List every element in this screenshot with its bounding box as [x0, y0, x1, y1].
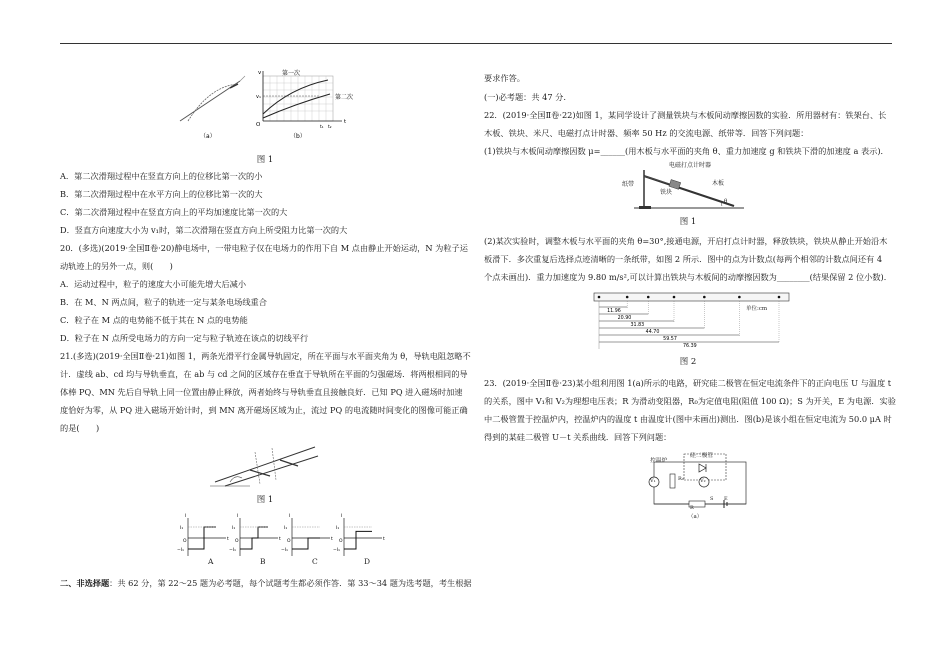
- section-2-intro: [60, 578, 472, 590]
- diode-label: 硅二极管: [690, 453, 714, 459]
- figure-a-slope: [180, 76, 245, 121]
- tape-measure-label: 20.90: [617, 316, 632, 321]
- axis-t-label: t: [344, 119, 347, 125]
- furnace-label: 控温炉: [650, 458, 668, 464]
- r-label: R: [690, 505, 694, 511]
- second-curve-label: 第二次: [335, 94, 354, 101]
- tape-strip: [594, 293, 789, 301]
- tape-figure-caption: 图 2: [679, 357, 697, 367]
- incline-figure-caption: 图 1: [679, 217, 697, 227]
- q22-part2-line1: (2)某次实验时，调整木板与水平面的夹角 θ=30°,接通电源，开启打点计时器，释放铁块，铁块从静止开始沿木: [484, 236, 888, 246]
- section-2-title: 二、非选择题: [60, 578, 110, 588]
- figure-1-caption: 图 1: [256, 155, 274, 165]
- s-label: S: [710, 496, 714, 502]
- figure-b-grid: [263, 71, 342, 121]
- q21-line2: 计．虚线 ab、cd 均与导轨垂直，在 ab 与 cd 之间的区域存在垂直于导轨所在平面的匀强磁场．将两根相同的导: [60, 369, 468, 379]
- tape-measure-label: 31.83: [630, 323, 645, 328]
- graph-i-label: I: [341, 514, 343, 519]
- tape-dot: [598, 296, 601, 299]
- graph-label-a: A: [208, 557, 214, 566]
- tape-measure-label: 59.57: [663, 337, 677, 342]
- q22-line2: 木板、铁块、米尺、电磁打点计时器、频率 50 Hz 的交流电源、纸带等．回答下列问题：: [484, 128, 809, 138]
- section-2-text: ：共 62 分，第 22～25 题为必考题，每个试题考生都必须作答．第 33～34 题为选考题，考生根据: [109, 578, 472, 588]
- tape-dot: [738, 296, 741, 299]
- graph-i-label: I: [289, 514, 291, 519]
- circuit-a-label: （a）: [688, 514, 703, 520]
- q23-line3: 中二极管置于控温炉内，控温炉内的温度 t 由温度计(图中未画出)测出．图(b)是该小组在恒定电流为 50.0 μA 时: [484, 414, 892, 424]
- tape-dot: [626, 296, 629, 299]
- q20-option-c: C．粒子在 M 点的电势能不低于其在 N 点的电势能: [60, 315, 248, 325]
- figure-a-label: （a）: [200, 133, 216, 140]
- q20-stem-line1: 20．(多选)(2019·全国Ⅱ卷·20)静电场中，一带电粒子仅在电场力的作用下自 M 点由静止开始运动，N 为粒子运: [60, 243, 468, 253]
- rails-figure: [210, 442, 320, 487]
- theta-label: θ: [724, 199, 728, 205]
- q21-line3: 体棒 PQ、MN 先后自导轨上同一位置由静止释放，两者始终与导轨垂直且接触良好．已知 PQ 进入磁场时加速: [60, 387, 463, 397]
- header-rule: [60, 43, 892, 44]
- q22-line1: 22．(2019·全国Ⅱ卷·22)如图 1，某同学设计了测量铁块与木板间动摩擦因数的实验．所用器材有：铁架台、长: [484, 110, 887, 120]
- r0-label: R₀: [678, 476, 684, 482]
- q23-line2: 的关系，图中 V₁和 V₂为理想电压表；R 为滑动变阻器，R₀为定值电阻(阻值 100 Ω)；S 为开关，E 为电源．实验: [484, 396, 896, 406]
- graph-i-label: I: [237, 514, 239, 519]
- timer-label: 电磁打点计时器: [669, 162, 712, 169]
- tape-measure-label: 76.39: [683, 344, 697, 349]
- graph-current-curve: [344, 531, 372, 549]
- first-curve-label: 第一次: [282, 70, 301, 77]
- q22-part2-line3: 个点未画出)．重力加速度为 9.80 m/s²,可以计算出铁块与木板间的动摩擦因数为________(结果保留 2 位小数)．: [484, 272, 892, 282]
- graph-i1-label: I₁: [284, 526, 288, 531]
- graph-neg-i1-label: −I₁: [177, 548, 184, 553]
- q22-part1: (1)铁块与木板间动摩擦因数 μ=______(用木板与水平面的夹角 θ、重力加速度 g 和铁块下滑的加速度 a 表示)．: [484, 146, 889, 156]
- answer-instruction: 要求作答。: [484, 73, 525, 83]
- v1-meter-label: V₁: [650, 478, 656, 484]
- board-label: 木板: [712, 180, 725, 187]
- paper-tape-figure: [594, 291, 794, 349]
- q20-option-a: A．运动过程中，粒子的速度大小可能先增大后减小: [60, 279, 247, 289]
- q20-stem-line2: 动轨迹上的另外一点，则( ): [60, 261, 173, 271]
- graph-t-label: t: [279, 537, 281, 542]
- q19-option-c: C．第二次滑翔过程中在竖直方向上的平均加速度比第一次的大: [60, 207, 288, 217]
- graph-i1-label: I₁: [232, 526, 236, 531]
- graph-neg-i1-label: −I₁: [333, 548, 340, 553]
- figure-b-label: （b）: [290, 133, 306, 140]
- q23-line1: 23．(2019·全国Ⅱ卷·23)某小组利用图 1(a)所示的电路，研究硅二极管在恒定电流条件下的正向电压 U 与温度 t: [484, 378, 892, 388]
- q19-option-b: B．第二次滑翔过程中在水平方向上的位移比第一次的大: [60, 189, 263, 199]
- graph-t-label: t: [383, 537, 385, 542]
- graph-neg-i1-label: −I₁: [229, 548, 236, 553]
- tape-label: 纸带: [622, 181, 635, 188]
- tape-dot: [778, 296, 781, 299]
- q19-option-a: A．第二次滑翔过程中在竖直方向上的位移比第一次的小: [60, 171, 263, 181]
- graph-origin-label: O: [339, 539, 343, 544]
- tape-measure-label: 44.70: [645, 330, 660, 335]
- q23-line4: 得到的某硅二极管 U－t 关系曲线．回答下列问题：: [484, 432, 672, 442]
- axis-v-label: v: [258, 70, 262, 76]
- q22-part2-line2: 板滑下．多次重复后选择点迹清晰的一条纸带，如图 2 所示．图中的点为计数点(每两个相邻的计数点间还有 4: [484, 254, 883, 264]
- graph-origin-label: O: [183, 539, 187, 544]
- tape-dot: [703, 296, 706, 299]
- glide-figure: [170, 66, 360, 146]
- graph-label-d: D: [364, 557, 371, 566]
- q20-option-d: D．粒子在 N 点所受电场力的方向一定与粒子轨迹在该点的切线平行: [60, 333, 309, 343]
- tape-dot: [647, 296, 650, 299]
- q19-option-d: D．竖直方向速度大小为 v₁时，第二次滑翔在竖直方向上所受阻力比第一次的大: [60, 225, 348, 235]
- graph-t-label: t: [331, 537, 333, 542]
- graph-current-curve: [292, 538, 320, 549]
- block-label: 铁块: [660, 189, 673, 196]
- q21-line4: 度恰好为零，从 PQ 进入磁场开始计时，到 MN 离开磁场区域为止，流过 PQ 的电流随时间变化的图像可能正确: [60, 405, 468, 415]
- t1-label: t₁: [320, 125, 324, 130]
- graph-i-label: I: [185, 514, 187, 519]
- q21-line5: 的是( ): [60, 423, 100, 433]
- q21-line1: 21.(多选)(2019·全国Ⅱ卷·21)如图 1，两条光滑平行金属导轨固定，所在平面与水平面夹角为 θ，导轨电阻忽略不: [60, 351, 471, 361]
- graph-label-b: B: [260, 557, 266, 566]
- origin-label: O: [256, 122, 261, 128]
- graph-i1-label: I₁: [336, 526, 340, 531]
- e-label: E: [724, 496, 728, 502]
- graph-label-c: C: [312, 557, 318, 566]
- tape-dot: [673, 296, 676, 299]
- v1-label: v₁: [256, 94, 261, 100]
- tape-measure-label: 11.96: [607, 309, 621, 314]
- t2-label: t₂: [328, 125, 332, 130]
- graph-t-label: t: [227, 537, 229, 542]
- graph-origin-label: O: [287, 539, 291, 544]
- graph-neg-i1-label: −I₁: [281, 548, 288, 553]
- required-section-title: (一)必考题：共 47 分.: [484, 92, 566, 102]
- tape-unit-label: 单位:cm: [746, 306, 768, 312]
- graph-origin-label: O: [235, 539, 239, 544]
- rails-figure-caption: 图 1: [256, 495, 274, 505]
- v2-meter-label: V₂: [700, 478, 706, 484]
- graph-i1-label: I₁: [180, 526, 184, 531]
- q20-option-b: B．在 M、N 两点间，粒子的轨迹一定与某条电场线重合: [60, 297, 267, 307]
